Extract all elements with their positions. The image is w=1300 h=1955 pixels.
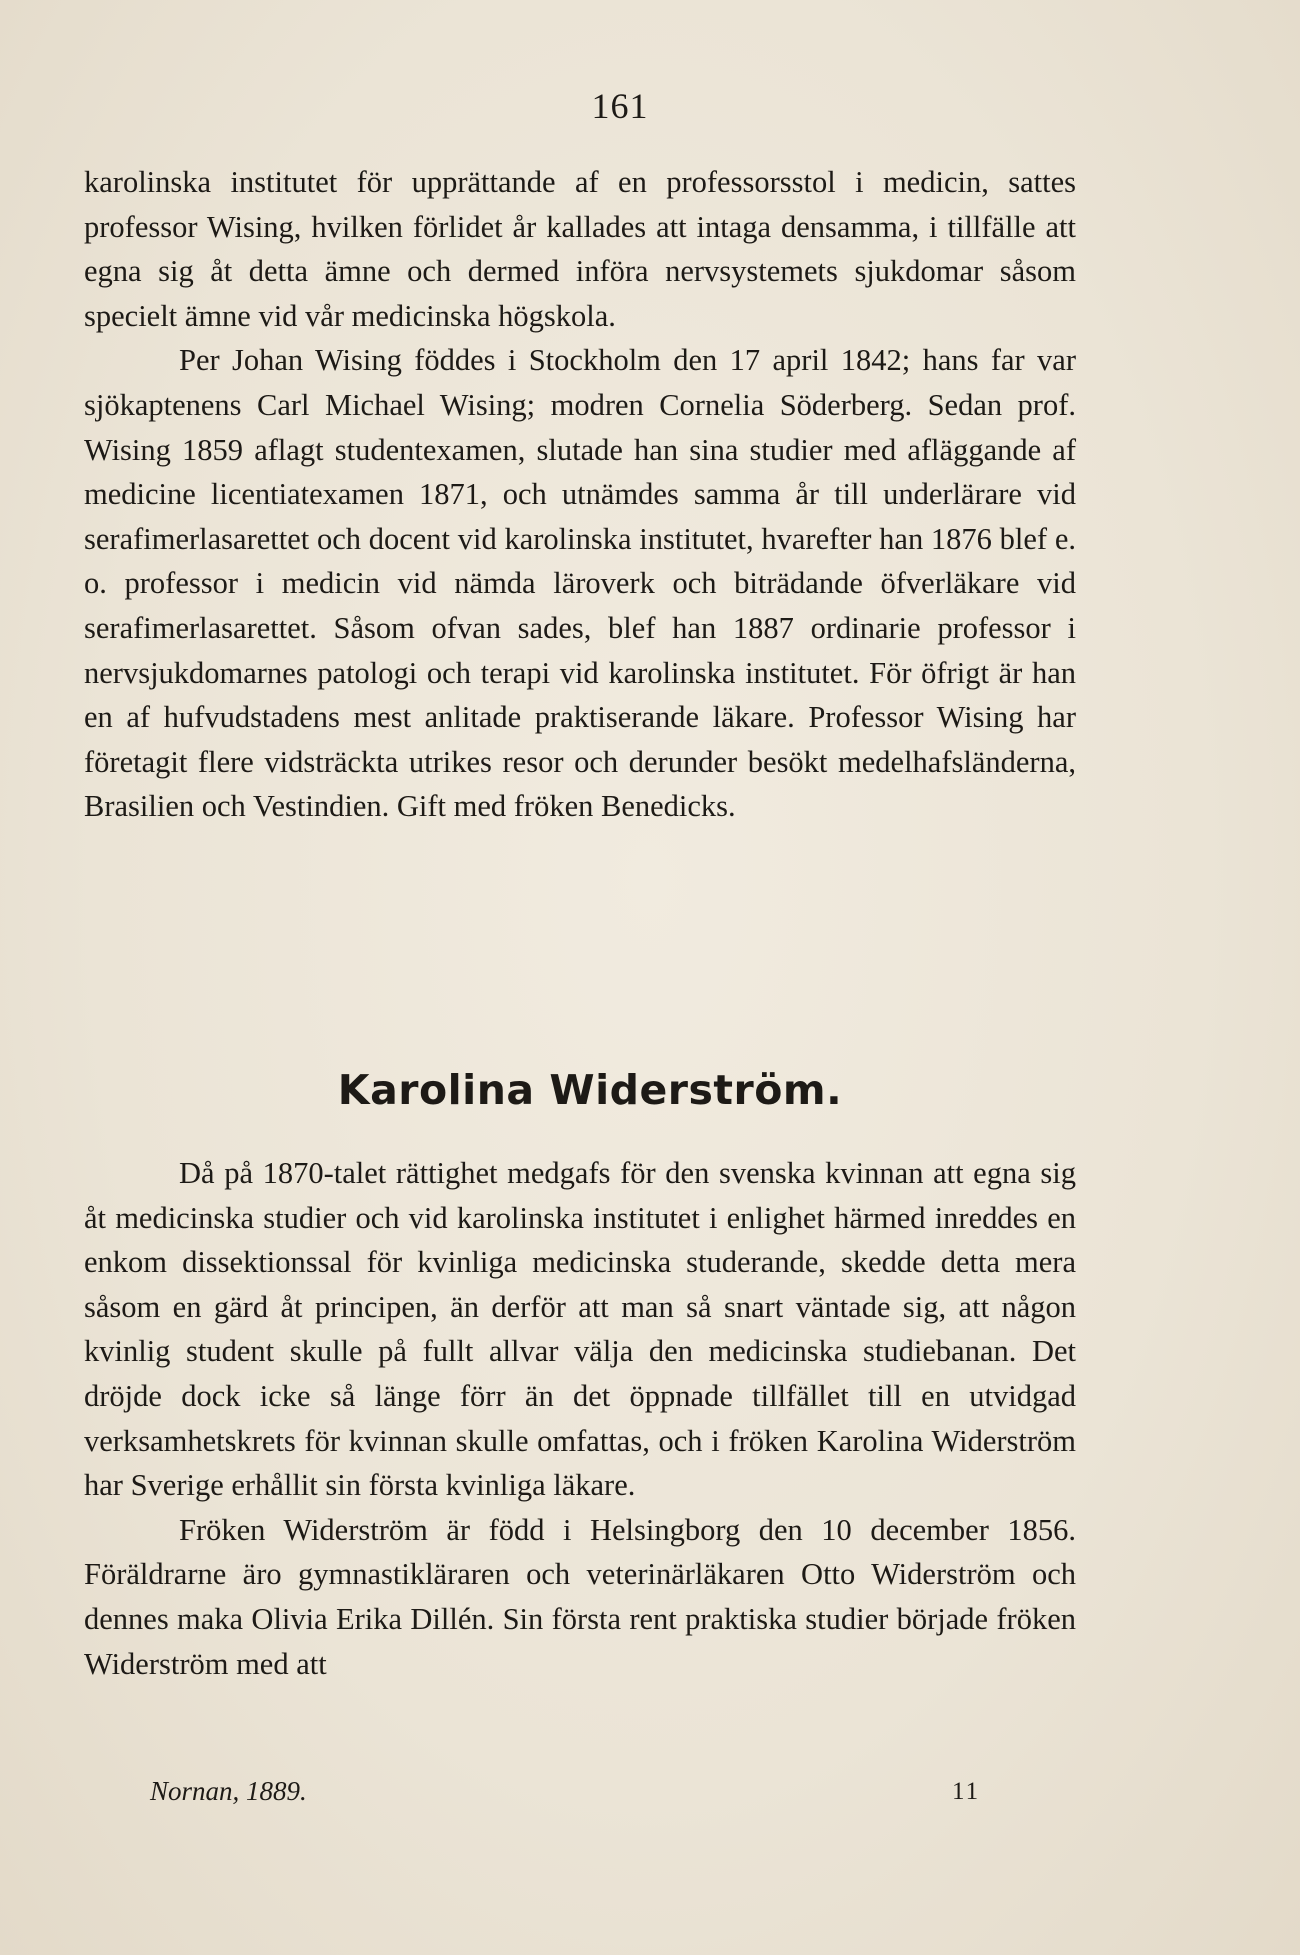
page-footer xyxy=(0,1776,1300,1816)
paragraph-continuation: karolinska institutet för upprättande af en professorsstol i medicin, sattes professor Wising, hvilken förlidet år kallades att intaga densamma, i tillfälle att egna sig åt detta ämne och dermed införa nervsystemets sjukdomar såsom specielt ämne vid vår medicinska högskola. xyxy=(84,165,1076,333)
biography-widerstrom-text xyxy=(84,1151,1076,1686)
footer-signature: Nornan, 1889. xyxy=(150,1776,307,1806)
biography-wising-text xyxy=(84,160,1076,829)
page-number: 161 xyxy=(591,86,649,126)
footer-sheet-number: 11 xyxy=(952,1778,981,1805)
paragraph-widerstrom-intro: Då på 1870-talet rättighet medgafs för den svenska kvinnan att egna sig åt medicinska studier och vid karolinska institutet i enlighet härmed inreddes en enkom dissektionssal för kvinliga medicinska studerande, skedde detta mera såsom en gärd åt principen, än derför att man så snart väntade sig, att någon kvinlig student skulle på fullt allvar välja den medicinska studiebanan. Det dröjde dock icke så länge förr än det öppnade tillfället till en utvidgad verksamhetskrets för kvinnan skulle omfattas, och i fröken Karolina Widerström har Sverige erhållit sin första kvinliga läkare. xyxy=(84,1156,1076,1503)
paragraph-wising-biography: Per Johan Wising föddes i Stockholm den 17 april 1842; hans far var sjökaptenens Carl Michael Wising; modren Cornelia Söderberg. Sedan prof. Wising 1859 aflagt studentexamen, slutade han sina studier med afläggande af medicine licentiatexamen 1871, och utnämdes samma år till underlärare vid serafimerlasarettet och docent vid karolinska institutet, hvarefter han 1876 blef e. o. professor i medicin vid nämda läroverk och biträdande öfverläkare vid serafimerlasarettet. Såsom ofvan sades, blef han 1887 ordinarie professor i nervsjukdomarnes patologi och terapi vid karolinska institutet. För öfrigt är han en af hufvudstadens mest anlitade praktiserande läkare. Professor Wising har företagit flere vidsträckta utrikes resor och derunder besökt medelhafsländerna, Brasilien och Vestindien. Gift med fröken Benedicks. xyxy=(84,343,1076,824)
paragraph-widerstrom-birth: Fröken Widerström är född i Helsingborg den 10 december 1856. Föräldrarne äro gymnastikläraren och veterinärläkaren Otto Widerström och dennes maka Olivia Erika Dillén. Sin första rent praktiska studier började fröken Widerström med att xyxy=(84,1512,1076,1681)
section-heading: Karolina Widerström. xyxy=(337,1066,843,1114)
